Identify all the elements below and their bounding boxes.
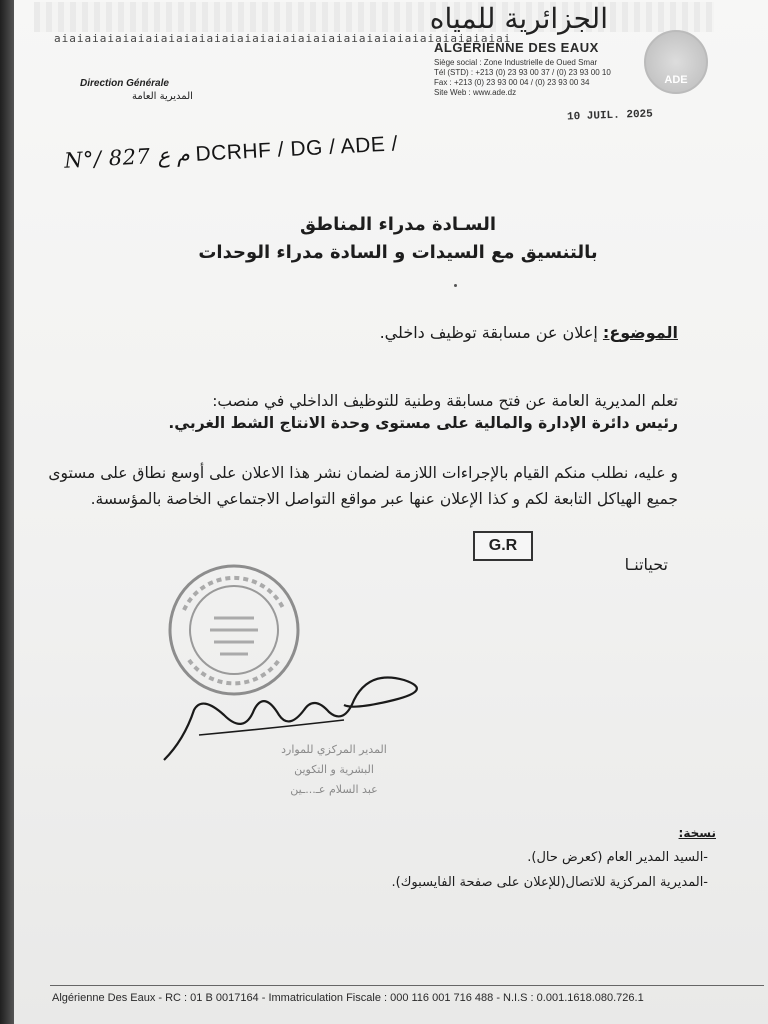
direction-french: Direction Générale (80, 78, 169, 89)
addressee-line-1: السـادة مدراء المناطق (299, 214, 497, 235)
company-name-arabic: الجزائرية للمياه (429, 2, 608, 35)
signatory-line: المدير المركزي للموارد (281, 743, 387, 756)
logo-text: ADE (664, 74, 688, 86)
footer-divider (50, 985, 764, 986)
letter-page (14, 0, 768, 1024)
subject-label: الموضوع: (602, 323, 678, 342)
copy-item: -السيد المدير العام (كعرض حال). (527, 850, 708, 865)
body-position-title: رئيس دائرة الإدارة والمالية على مستوى وحدة الانتاج الشط الغربي. (168, 414, 678, 432)
signature-underline (199, 720, 344, 735)
gr-stamp: G.R (473, 531, 533, 561)
address-line: Siège social : Zone Industrielle de Oued Smar (434, 58, 598, 67)
signatory-stamp (244, 740, 424, 800)
seal-ring-lettering (184, 578, 284, 610)
reference-number (64, 131, 399, 173)
copy-item: -المديرية المركزية للاتصال(للإعلان على صفحة الفايسبوك). (391, 875, 708, 890)
body-paragraph-1: تعلم المديرية العامة عن فتح مسابقة وطنية للتوظيف الداخلي في منصب: (212, 392, 678, 410)
address-line: Site Web : www.ade.dz (434, 88, 517, 97)
addressee-line-2: بالتنسيق مع السيدات و السادة مدراء الوحدات (198, 242, 598, 263)
address-line: Tél (STD) : +213 (0) 23 93 00 37 / (0) 23 93 00 10 (434, 68, 611, 77)
subject (178, 323, 678, 342)
signatory-line: البشرية و التكوين (294, 763, 374, 776)
ink-dot (454, 284, 457, 287)
body-paragraph-2: و عليه، نطلب منكم القيام بالإجراءات اللازمة لضمان نشر هذا الاعلان على أوسع نطاق على مستوى جميع الهياكل التابعة لكم و كذا الإعلان عنها عبر مواقع التواصل الاجتماعي الخاصة بالمؤسسة. (48, 464, 678, 508)
letterhead-pattern: aiaiaiaiaiaiaiaiaiaiaiaiaiaiaiaiaiaiaiaiaiaiaiaiaiaiaiaiaiai (54, 32, 512, 45)
header-strip (34, 2, 714, 32)
closing-greeting: تحياتنـا (624, 555, 668, 574)
reference-printed: DCRHF / DG / ADE / (194, 132, 399, 166)
direction-arabic: المديرية العامة (132, 91, 193, 102)
address-line: Fax : +213 (0) 23 93 00 04 / (0) 23 93 00 34 (434, 78, 590, 87)
ade-logo (644, 30, 708, 94)
subject-text: إعلان عن مسابقة توظيف داخلي. (379, 323, 598, 342)
background-edge (0, 0, 14, 1024)
reference-handwritten: N°/ 827 م ع (63, 142, 191, 173)
copies-label: نسخة: (678, 826, 716, 840)
footer-legal: Algérienne Des Eaux - RC : 01 B 0017164 - Immatriculation Fiscale : 000 116 001 716 488 - N.I.S : 0.001.1618.080.726.1 (52, 992, 644, 1004)
company-name-french: ALGÉRIENNE DES EAUX (434, 40, 599, 55)
company-address (434, 58, 611, 98)
date-stamp: 10 JUIL. 2025 (566, 108, 654, 124)
signatory-name: عبد السلام عـ...ـين (290, 783, 378, 796)
